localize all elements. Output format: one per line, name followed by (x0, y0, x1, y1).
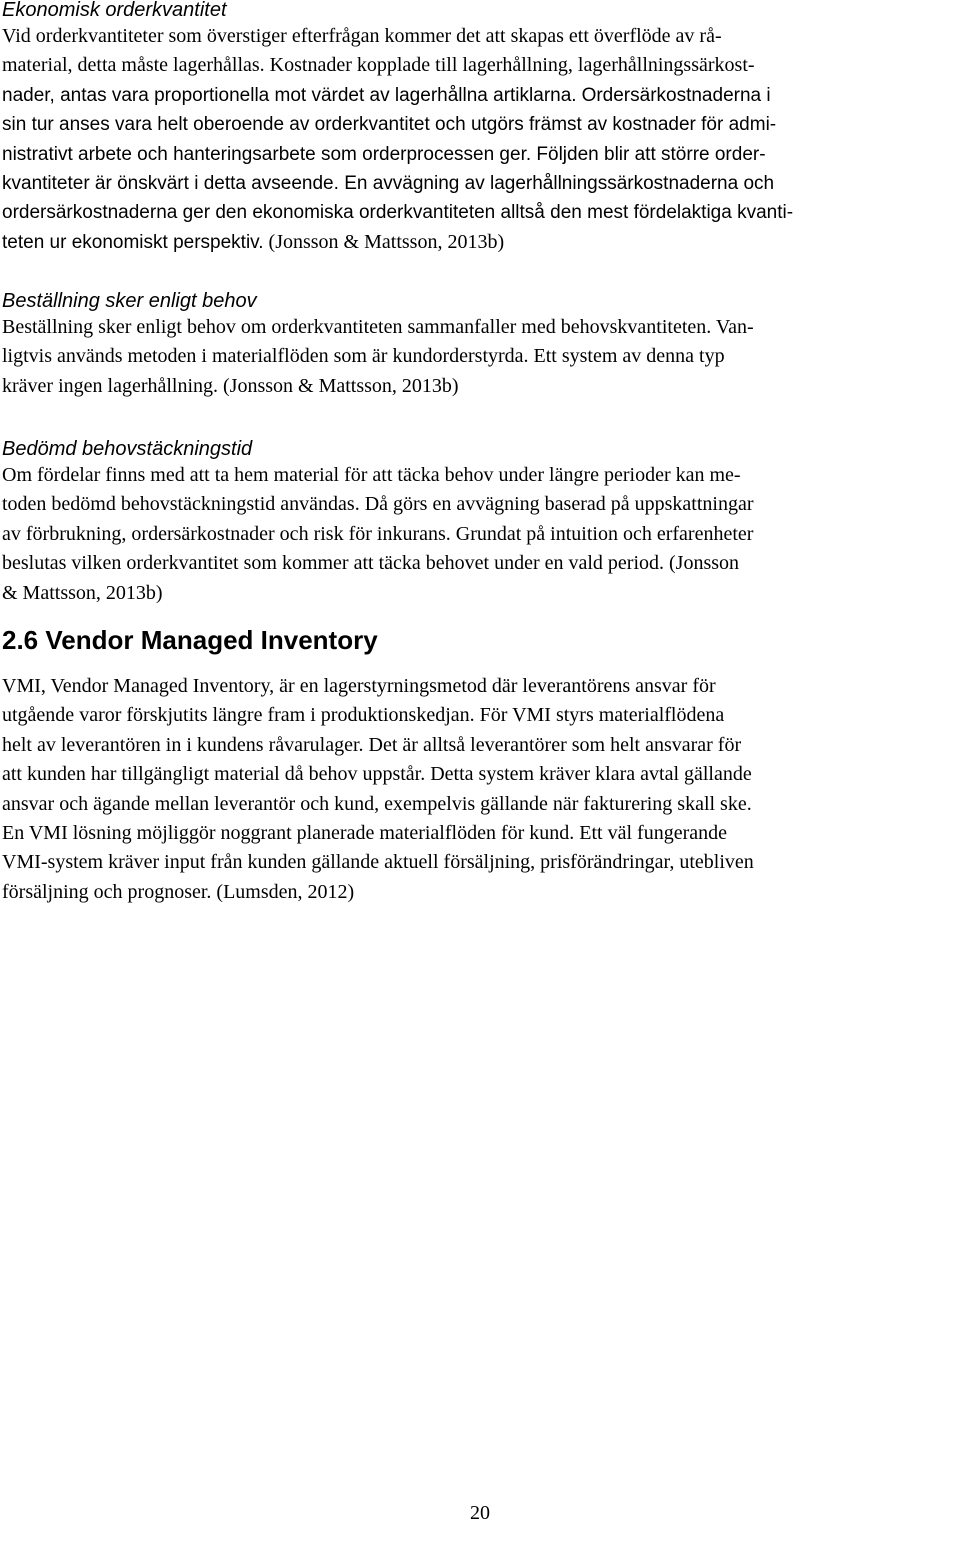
text-line: att kunden har tillgängligt material då behov uppstår. Detta system kräver klara avtal gällande (2, 763, 752, 786)
text-line (2, 313, 954, 342)
text-line (2, 51, 954, 80)
section-heading: Beställning sker enligt behov (2, 290, 257, 312)
text-run: material, detta måste lagerhållas. (2, 54, 270, 77)
text-run: & Mattsson, 2013b) (2, 581, 163, 604)
section-body (2, 461, 954, 608)
text-line: försäljning och prognoser. (Lumsden, 2012) (2, 880, 355, 903)
chapter-number: 2.6 (2, 625, 39, 655)
text-line (2, 372, 954, 401)
text-run: (Jonsson & Mattsson, 2013b) (263, 230, 505, 253)
section-ekonomisk-orderkvantitet (2, 0, 954, 257)
text-run: Beställning sker enligt behov om orderkvantiteten sammanfaller med behovskvantiteten. Van- (2, 316, 754, 338)
text-line (2, 342, 954, 371)
text-run: kvantiteter är önskvärt i detta avseende. (2, 173, 339, 195)
text-run: teten ur ekonomiskt perspektiv. (2, 231, 264, 253)
text-run: Vid orderkvantiteter som överstiger efterfrågan kommer det att skapas ett överflöde av rå- (2, 25, 722, 47)
text-run: beslutas vilken orderkvantitet som kommer att täcka behovet under en vald period. (Jonsson (2, 552, 740, 575)
text-run: Följden blir att större order- (531, 143, 766, 165)
text-line: VMI-system kräver input från kunden gällande aktuell försäljning, prisförändringar, utebliven (2, 851, 754, 874)
text-run: ordersärkostnaderna ger den ekonomiska orderkvantiteten alltså den mest fördelaktiga kvanti- (2, 202, 794, 224)
text-line: helt av leverantören in i kundens råvarulager. Det är alltså leverantörer som helt ansvarar för (2, 733, 742, 756)
text-line (2, 22, 954, 51)
text-line: VMI, Vendor Managed Inventory, är en lagerstyrningsmetod där leverantörens ansvar för (2, 675, 716, 697)
text-run: Om fördelar finns med att ta hem material för att täcka behov under längre perioder kan me- (2, 464, 741, 486)
section-heading: Bedömd behovstäckningstid (2, 438, 253, 460)
text-run: nader, antas vara proportionella mot värdet av lagerhållna artiklarna. (2, 84, 577, 106)
text-run: ligtvis används metoden i materialflöden som är kundorderstyrda. Ett system av denna typ (2, 345, 725, 368)
text-line (2, 490, 954, 519)
text-line (2, 228, 954, 257)
text-line: utgående varor förskjutits längre fram i produktionskedjan. För VMI styrs materialflödena (2, 704, 725, 727)
text-run: kräver ingen lagerhållning. (Jonsson & Mattsson, 2013b) (2, 374, 459, 397)
text-line (2, 520, 954, 549)
text-line (2, 198, 954, 227)
text-run: Kostnader kopplade till lagerhållning, lagerhållningssärkost- (269, 54, 755, 77)
chapter-title: Vendor Managed Inventory (45, 625, 378, 655)
page-number: 20 (470, 1502, 490, 1524)
section-body (2, 22, 954, 257)
text-line: ansvar och ägande mellan leverantör och kund, exempelvis gällande när fakturering skall ske. (2, 792, 752, 815)
text-line (2, 110, 954, 139)
text-run: av förbrukning, ordersärkostnader och risk för inkurans. Grundat på intuition och erfarenheter (2, 522, 754, 545)
section-bedomd-behovstackningstid (2, 437, 954, 608)
chapter-heading (2, 624, 378, 656)
text-run: nistrativt arbete och hanteringsarbete som orderprocessen ger. (2, 143, 532, 165)
text-line (2, 549, 954, 578)
section-body (2, 313, 954, 401)
text-line (2, 579, 954, 608)
text-run: En avvägning av lagerhållningssärkostnaderna och (338, 173, 775, 195)
chapter-body (2, 672, 954, 907)
section-bestallning-sker-enligt-behov (2, 289, 954, 401)
text-line: En VMI lösning möjliggör noggrant planerade materialflöden för kund. Ett väl fungerande (2, 822, 727, 845)
text-run: toden bedömd behovstäckningstid användas. Då görs en avvägning baserad på uppskattningar (2, 493, 754, 516)
section-heading: Ekonomisk orderkvantitet (2, 0, 227, 21)
text-run: Ordersärkostnaderna i (581, 84, 771, 106)
text-line (2, 461, 954, 490)
text-line (2, 81, 954, 110)
text-run: sin tur anses vara helt oberoende av orderkvantitet och utgörs främst av kostnader för admi- (2, 114, 777, 136)
text-line (2, 140, 954, 169)
text-line (2, 169, 954, 198)
